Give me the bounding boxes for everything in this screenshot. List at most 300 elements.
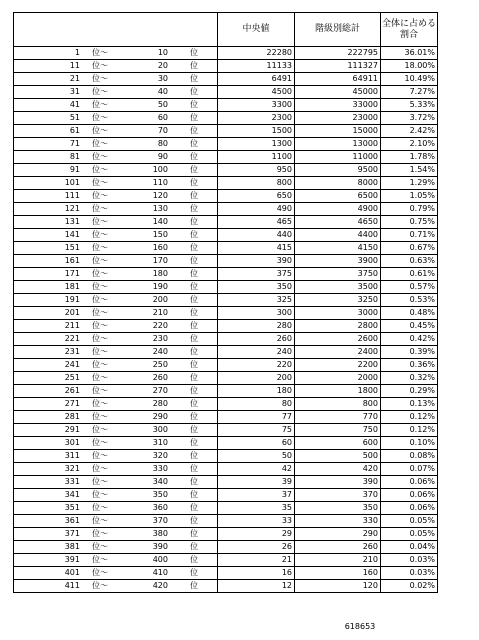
- share-cell: 1.78%: [381, 151, 438, 164]
- rank-unit: 位: [190, 503, 198, 512]
- table-row: [14, 437, 438, 450]
- rank-from: 71: [69, 139, 80, 148]
- rank-separator: 位～: [92, 516, 108, 525]
- rank-to: 160: [152, 243, 168, 252]
- table-row: [14, 567, 438, 580]
- rank-range-cell: [14, 268, 218, 281]
- rank-to: 90: [157, 152, 168, 161]
- table-row: [14, 307, 438, 320]
- rank-from: 241: [64, 360, 80, 369]
- class-total-header: 階級別総計: [295, 13, 381, 47]
- class-total-cell: 222795: [295, 47, 381, 60]
- class-total-cell: 390: [295, 476, 381, 489]
- class-total-cell: 210: [295, 554, 381, 567]
- rank-to: 280: [152, 399, 168, 408]
- class-total-cell: 770: [295, 411, 381, 424]
- rank-from: 211: [64, 321, 80, 330]
- class-total-cell: 3750: [295, 268, 381, 281]
- rank-from: 141: [64, 230, 80, 239]
- rank-to: 250: [152, 360, 168, 369]
- share-cell: 0.61%: [381, 268, 438, 281]
- rank-unit: 位: [190, 100, 198, 109]
- rank-separator: 位～: [92, 152, 108, 161]
- median-cell: 3300: [218, 99, 295, 112]
- class-total-cell: 160: [295, 567, 381, 580]
- rank-range-cell: [14, 138, 218, 151]
- rank-to: 180: [152, 269, 168, 278]
- median-cell: 260: [218, 333, 295, 346]
- class-total-cell: 33000: [295, 99, 381, 112]
- rank-unit: 位: [190, 165, 198, 174]
- rank-range-cell: [14, 541, 218, 554]
- share-header-line1: 全体に占める: [381, 18, 436, 29]
- share-cell: 2.42%: [381, 125, 438, 138]
- table-row: [14, 411, 438, 424]
- median-cell: 75: [218, 424, 295, 437]
- rank-from: 351: [64, 503, 80, 512]
- rank-range-cell: [14, 437, 218, 450]
- table-row: [14, 528, 438, 541]
- rank-range-cell: [14, 398, 218, 411]
- rank-from: 271: [64, 399, 80, 408]
- rank-from: 171: [64, 269, 80, 278]
- rank-separator: 位～: [92, 243, 108, 252]
- rank-separator: 位～: [92, 399, 108, 408]
- class-total-cell: 350: [295, 502, 381, 515]
- rank-range-cell: [14, 567, 218, 580]
- rank-to: 50: [157, 100, 168, 109]
- class-total-cell: 800: [295, 398, 381, 411]
- median-cell: 6491: [218, 73, 295, 86]
- rank-from: 151: [64, 243, 80, 252]
- rank-unit: 位: [190, 269, 198, 278]
- rank-to: 300: [152, 425, 168, 434]
- median-cell: 390: [218, 255, 295, 268]
- share-cell: 0.04%: [381, 541, 438, 554]
- rank-to: 310: [152, 438, 168, 447]
- rank-range-cell: [14, 229, 218, 242]
- rank-from: 91: [69, 165, 80, 174]
- rank-unit: 位: [190, 529, 198, 538]
- class-total-cell: 4650: [295, 216, 381, 229]
- class-total-cell: 330: [295, 515, 381, 528]
- rank-from: 131: [64, 217, 80, 226]
- share-cell: 0.03%: [381, 554, 438, 567]
- table-row: [14, 320, 438, 333]
- rank-range-cell: [14, 281, 218, 294]
- rank-range-cell: [14, 99, 218, 112]
- table-row: [14, 333, 438, 346]
- share-cell: 0.45%: [381, 320, 438, 333]
- table-row: [14, 294, 438, 307]
- rank-from: 41: [69, 100, 80, 109]
- rank-separator: 位～: [92, 568, 108, 577]
- rank-to: 400: [152, 555, 168, 564]
- rank-range-header: [14, 13, 218, 47]
- class-total-cell: 45000: [295, 86, 381, 99]
- share-cell: 0.71%: [381, 229, 438, 242]
- median-cell: 42: [218, 463, 295, 476]
- rank-range-cell: [14, 424, 218, 437]
- rank-separator: 位～: [92, 555, 108, 564]
- rank-from: 31: [69, 87, 80, 96]
- rank-separator: 位～: [92, 113, 108, 122]
- rank-range-cell: [14, 333, 218, 346]
- rank-unit: 位: [190, 438, 198, 447]
- share-header: [381, 13, 438, 47]
- rank-range-cell: [14, 294, 218, 307]
- rank-unit: 位: [190, 451, 198, 460]
- rank-separator: 位～: [92, 178, 108, 187]
- rank-separator: 位～: [92, 490, 108, 499]
- class-total-cell: 15000: [295, 125, 381, 138]
- rank-to: 120: [152, 191, 168, 200]
- rank-range-cell: [14, 359, 218, 372]
- rank-range-cell: [14, 528, 218, 541]
- share-cell: 36.01%: [381, 47, 438, 60]
- median-cell: 22280: [218, 47, 295, 60]
- rank-to: 340: [152, 477, 168, 486]
- class-total-cell: 9500: [295, 164, 381, 177]
- rank-to: 40: [157, 87, 168, 96]
- rank-separator: 位～: [92, 256, 108, 265]
- class-total-cell: 2200: [295, 359, 381, 372]
- rank-from: 51: [69, 113, 80, 122]
- rank-separator: 位～: [92, 217, 108, 226]
- rank-unit: 位: [190, 373, 198, 382]
- median-cell: 180: [218, 385, 295, 398]
- income-distribution-sheet: [13, 12, 438, 593]
- rank-separator: 位～: [92, 529, 108, 538]
- share-cell: 0.12%: [381, 411, 438, 424]
- share-cell: 0.03%: [381, 567, 438, 580]
- class-total-cell: 2600: [295, 333, 381, 346]
- class-total-cell: 260: [295, 541, 381, 554]
- table-row: [14, 255, 438, 268]
- rank-to: 390: [152, 542, 168, 551]
- distribution-table: [13, 12, 438, 593]
- rank-unit: 位: [190, 191, 198, 200]
- rank-unit: 位: [190, 256, 198, 265]
- rank-to: 360: [152, 503, 168, 512]
- median-cell: 29: [218, 528, 295, 541]
- rank-unit: 位: [190, 204, 198, 213]
- class-total-cell: 4900: [295, 203, 381, 216]
- rank-separator: 位～: [92, 503, 108, 512]
- class-total-cell: 8000: [295, 177, 381, 190]
- rank-unit: 位: [190, 386, 198, 395]
- class-total-cell: 290: [295, 528, 381, 541]
- rank-from: 261: [64, 386, 80, 395]
- median-cell: 60: [218, 437, 295, 450]
- rank-range-cell: [14, 476, 218, 489]
- rank-range-cell: [14, 190, 218, 203]
- rank-to: 230: [152, 334, 168, 343]
- rank-from: 161: [64, 256, 80, 265]
- rank-unit: 位: [190, 399, 198, 408]
- rank-to: 260: [152, 373, 168, 382]
- share-cell: 0.08%: [381, 450, 438, 463]
- rank-separator: 位～: [92, 438, 108, 447]
- share-cell: 3.72%: [381, 112, 438, 125]
- class-total-cell: 23000: [295, 112, 381, 125]
- rank-range-cell: [14, 463, 218, 476]
- rank-range-cell: [14, 554, 218, 567]
- rank-separator: 位～: [92, 126, 108, 135]
- share-cell: 10.49%: [381, 73, 438, 86]
- rank-to: 70: [157, 126, 168, 135]
- rank-separator: 位～: [92, 100, 108, 109]
- rank-from: 201: [64, 308, 80, 317]
- rank-unit: 位: [190, 113, 198, 122]
- class-total-cell: 2800: [295, 320, 381, 333]
- median-cell: 33: [218, 515, 295, 528]
- rank-unit: 位: [190, 568, 198, 577]
- table-row: [14, 151, 438, 164]
- rank-range-cell: [14, 515, 218, 528]
- class-total-cell: 11000: [295, 151, 381, 164]
- rank-range-cell: [14, 47, 218, 60]
- class-total-cell: 750: [295, 424, 381, 437]
- table-row: [14, 385, 438, 398]
- rank-range-cell: [14, 307, 218, 320]
- table-row: [14, 268, 438, 281]
- table-row: [14, 346, 438, 359]
- rank-unit: 位: [190, 152, 198, 161]
- class-total-cell: 3900: [295, 255, 381, 268]
- share-cell: 7.27%: [381, 86, 438, 99]
- share-cell: 0.12%: [381, 424, 438, 437]
- rank-range-cell: [14, 125, 218, 138]
- rank-from: 411: [64, 581, 80, 590]
- share-cell: 0.63%: [381, 255, 438, 268]
- rank-separator: 位～: [92, 425, 108, 434]
- table-row: [14, 242, 438, 255]
- rank-to: 190: [152, 282, 168, 291]
- share-cell: 0.32%: [381, 372, 438, 385]
- share-cell: 18.00%: [381, 60, 438, 73]
- median-cell: 280: [218, 320, 295, 333]
- table-row: [14, 190, 438, 203]
- rank-range-cell: [14, 385, 218, 398]
- rank-to: 80: [157, 139, 168, 148]
- rank-from: 191: [64, 295, 80, 304]
- rank-to: 220: [152, 321, 168, 330]
- rank-to: 420: [152, 581, 168, 590]
- rank-unit: 位: [190, 282, 198, 291]
- rank-unit: 位: [190, 139, 198, 148]
- share-cell: 0.13%: [381, 398, 438, 411]
- class-total-cell: 600: [295, 437, 381, 450]
- rank-unit: 位: [190, 48, 198, 57]
- rank-unit: 位: [190, 542, 198, 551]
- rank-to: 110: [152, 178, 168, 187]
- rank-separator: 位～: [92, 542, 108, 551]
- table-row: [14, 476, 438, 489]
- table-body: [14, 47, 438, 593]
- table-row: [14, 229, 438, 242]
- rank-from: 371: [64, 529, 80, 538]
- rank-separator: 位～: [92, 191, 108, 200]
- table-row: [14, 47, 438, 60]
- rank-from: 391: [64, 555, 80, 564]
- table-row: [14, 112, 438, 125]
- rank-from: 341: [64, 490, 80, 499]
- share-cell: 1.29%: [381, 177, 438, 190]
- rank-unit: 位: [190, 555, 198, 564]
- table-row: [14, 73, 438, 86]
- table-header-row: [14, 13, 438, 47]
- rank-unit: 位: [190, 178, 198, 187]
- rank-separator: 位～: [92, 373, 108, 382]
- share-cell: 0.07%: [381, 463, 438, 476]
- rank-from: 111: [64, 191, 80, 200]
- median-cell: 650: [218, 190, 295, 203]
- rank-unit: 位: [190, 308, 198, 317]
- rank-separator: 位～: [92, 139, 108, 148]
- rank-from: 81: [69, 152, 80, 161]
- rank-from: 101: [64, 178, 80, 187]
- class-total-cell: 111327: [295, 60, 381, 73]
- rank-range-cell: [14, 151, 218, 164]
- table-row: [14, 424, 438, 437]
- share-cell: 0.06%: [381, 502, 438, 515]
- rank-range-cell: [14, 177, 218, 190]
- class-total-cell: 420: [295, 463, 381, 476]
- rank-to: 330: [152, 464, 168, 473]
- median-cell: 1100: [218, 151, 295, 164]
- median-cell: 16: [218, 567, 295, 580]
- rank-range-cell: [14, 164, 218, 177]
- median-cell: 50: [218, 450, 295, 463]
- class-total-cell: 3250: [295, 294, 381, 307]
- table-row: [14, 372, 438, 385]
- median-cell: 11133: [218, 60, 295, 73]
- rank-unit: 位: [190, 347, 198, 356]
- rank-from: 401: [64, 568, 80, 577]
- rank-unit: 位: [190, 74, 198, 83]
- rank-to: 140: [152, 217, 168, 226]
- rank-unit: 位: [190, 243, 198, 252]
- rank-from: 221: [64, 334, 80, 343]
- rank-to: 240: [152, 347, 168, 356]
- median-cell: 4500: [218, 86, 295, 99]
- rank-from: 251: [64, 373, 80, 382]
- class-total-cell: 4400: [295, 229, 381, 242]
- rank-from: 321: [64, 464, 80, 473]
- median-cell: 80: [218, 398, 295, 411]
- rank-range-cell: [14, 242, 218, 255]
- median-cell: 350: [218, 281, 295, 294]
- median-cell: 1500: [218, 125, 295, 138]
- table-row: [14, 463, 438, 476]
- rank-separator: 位～: [92, 74, 108, 83]
- median-cell: 800: [218, 177, 295, 190]
- rank-from: 291: [64, 425, 80, 434]
- rank-unit: 位: [190, 477, 198, 486]
- rank-separator: 位～: [92, 308, 108, 317]
- rank-from: 281: [64, 412, 80, 421]
- class-total-cell: 370: [295, 489, 381, 502]
- rank-separator: 位～: [92, 165, 108, 174]
- rank-separator: 位～: [92, 386, 108, 395]
- rank-from: 311: [64, 451, 80, 460]
- rank-separator: 位～: [92, 360, 108, 369]
- rank-range-cell: [14, 372, 218, 385]
- rank-from: 21: [69, 74, 80, 83]
- rank-from: 1: [74, 48, 80, 57]
- rank-to: 10: [157, 48, 168, 57]
- share-cell: 5.33%: [381, 99, 438, 112]
- median-cell: 950: [218, 164, 295, 177]
- class-total-cell: 1800: [295, 385, 381, 398]
- rank-from: 301: [64, 438, 80, 447]
- share-cell: 1.05%: [381, 190, 438, 203]
- class-total-cell: 4150: [295, 242, 381, 255]
- rank-unit: 位: [190, 412, 198, 421]
- rank-range-cell: [14, 450, 218, 463]
- share-cell: 0.75%: [381, 216, 438, 229]
- rank-range-cell: [14, 255, 218, 268]
- rank-range-cell: [14, 580, 218, 593]
- share-cell: 1.54%: [381, 164, 438, 177]
- rank-unit: 位: [190, 490, 198, 499]
- rank-to: 350: [152, 490, 168, 499]
- rank-unit: 位: [190, 321, 198, 330]
- rank-unit: 位: [190, 217, 198, 226]
- rank-unit: 位: [190, 87, 198, 96]
- rank-range-cell: [14, 502, 218, 515]
- rank-separator: 位～: [92, 204, 108, 213]
- rank-separator: 位～: [92, 464, 108, 473]
- rank-unit: 位: [190, 360, 198, 369]
- rank-separator: 位～: [92, 321, 108, 330]
- table-row: [14, 125, 438, 138]
- table-row: [14, 60, 438, 73]
- rank-from: 381: [64, 542, 80, 551]
- median-cell: 375: [218, 268, 295, 281]
- rank-to: 20: [157, 61, 168, 70]
- rank-to: 200: [152, 295, 168, 304]
- rank-to: 410: [152, 568, 168, 577]
- table-row: [14, 86, 438, 99]
- class-total-cell: 120: [295, 580, 381, 593]
- table-row: [14, 554, 438, 567]
- share-cell: 0.06%: [381, 476, 438, 489]
- rank-unit: 位: [190, 295, 198, 304]
- share-header-line2: 割合: [399, 29, 418, 40]
- share-cell: 0.53%: [381, 294, 438, 307]
- share-cell: 2.10%: [381, 138, 438, 151]
- class-total-cell: 3000: [295, 307, 381, 320]
- class-total-cell: 3500: [295, 281, 381, 294]
- rank-range-cell: [14, 411, 218, 424]
- rank-range-cell: [14, 73, 218, 86]
- rank-unit: 位: [190, 425, 198, 434]
- table-row: [14, 502, 438, 515]
- share-cell: 0.06%: [381, 489, 438, 502]
- rank-unit: 位: [190, 516, 198, 525]
- share-cell: 0.05%: [381, 528, 438, 541]
- table-row: [14, 177, 438, 190]
- rank-unit: 位: [190, 334, 198, 343]
- class-total-cell: 6500: [295, 190, 381, 203]
- rank-from: 181: [64, 282, 80, 291]
- rank-to: 100: [152, 165, 168, 174]
- median-header: 中央値: [218, 13, 295, 47]
- share-cell: 0.67%: [381, 242, 438, 255]
- median-cell: 12: [218, 580, 295, 593]
